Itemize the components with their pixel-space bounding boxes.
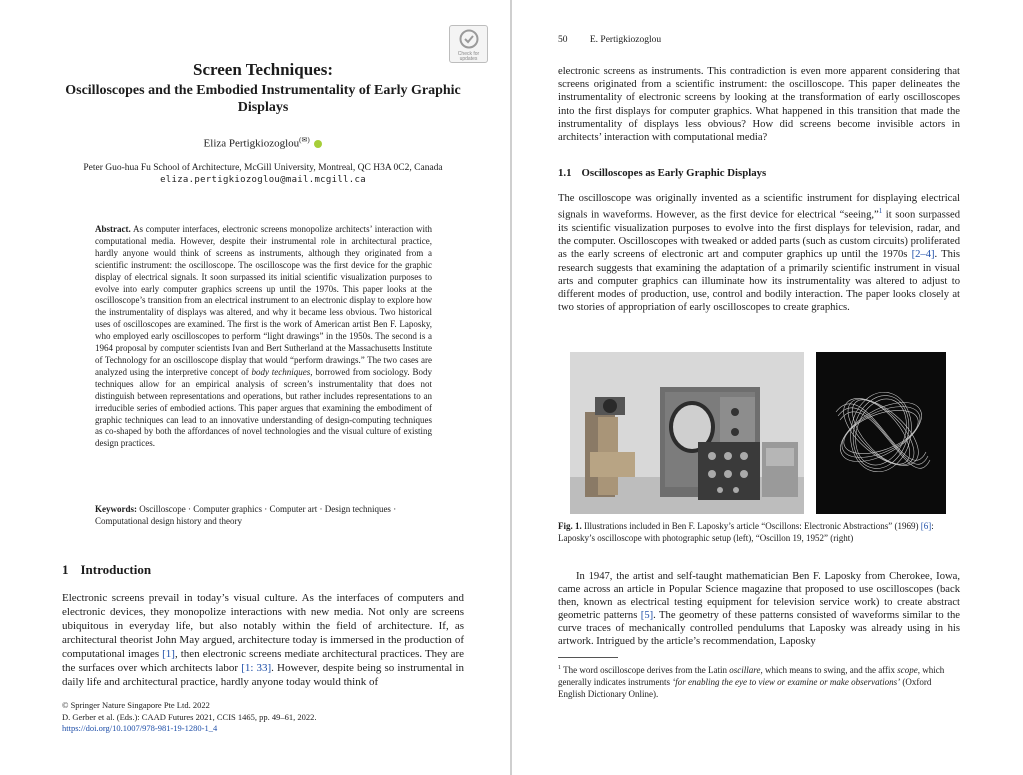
- caption-text-b: : Laposky’s oscilloscope with photographic setup (left), “Oscillon 19, 1952” (right): [558, 521, 934, 543]
- subsection-number: 1.1: [558, 167, 572, 179]
- author-line: [40, 136, 486, 150]
- keywords: [95, 503, 432, 527]
- abstract-emphasis: body techniques,: [251, 366, 313, 377]
- footnote-ref[interactable]: 1: [878, 207, 883, 216]
- intro-text-1: Electronic screens prevail in today’s visual culture. As the interfaces of computers and electronic devices, they monopolize interactions with new media. Not only are screens ubiquitous in everyday life, but also notably within the field of architecture. If, as architectural theorist John May argued, architecture today is immersed in the production of computational images: [62, 592, 464, 660]
- footnote: [558, 662, 960, 700]
- abstract-label: Abstract.: [95, 224, 131, 234]
- abstract-text: As computer interfaces, electronic screens monopolize architects’ interaction with computational media. However, despite their instrumental role in architectural practice, hardly anyone would think of screens as instruments, although they originated from a scientific instrument: the oscilloscope. The oscilloscope was the first device for the graphic display of electrical signals. It soon surpassed its initial scientific visualization purposes to evolve into early computer graphics screens up until the 1970s. This paper looks at the oscilloscope’s transition from an electrical instrument to an electronic display to explore how the instrumentality of displays was altered, and why it became less obvious. Two historical uses of oscilloscopes are examined. The first is the work of American artist Ben F. Laposky, who employed early oscilloscopes to perform “light drawings” in the 1950s. The second is a 1964 proposal by computer scientists Ivan and Bert Sutherland at the Massachusetts Institute of Technology for an oscilloscope display that would “perform drawings.” The two cases are analyzed using the interpretive concept of: [95, 224, 432, 377]
- citation-link[interactable]: [5]: [640, 610, 654, 622]
- orcid-icon[interactable]: [314, 140, 322, 148]
- footnote-text-d: (Oxford English Dictionary Online).: [558, 677, 932, 699]
- body-paragraph: [558, 192, 960, 314]
- subsection-heading: [558, 167, 766, 179]
- caption-text-a: Illustrations included in Ben F. Laposky’s article “Oscillons: Electronic Abstractions” (1969): [584, 521, 919, 531]
- section-title: Introduction: [80, 562, 152, 577]
- abstract-text-continued: borrowed from sociology. Body techniques allow for an empirical analysis of screen’s instrumentality that does not distinguish between representations and operations, but rather includes representations to an irreducible series of embodied actions. This paper argues that examining the embodiment of graphic techniques can lead to an innovative understanding of design-computing techniques as co-shaped by both the affordances of novel technologies and the visual culture of existing design practices.: [95, 366, 433, 449]
- keywords-list: Oscilloscope · Computer graphics · Computer art · Design techniques · Computational design history and theory: [95, 504, 397, 526]
- citation-link[interactable]: [1]: [162, 648, 175, 660]
- figure-oscilloscope-photo: [570, 352, 804, 514]
- affiliation: Peter Guo-hua Fu School of Architecture, McGill University, Montreal, QC H3A 0C2, Canada: [83, 163, 443, 173]
- intro-text-2: , then electronic screens mediate architectural practices. They are the surfaces over which architects labor: [62, 648, 464, 674]
- intro-text-3: . However, despite being so instrumental in daily life and architectural practice, hardly anyone today would think of: [62, 662, 464, 688]
- para2-text-c: . This research suggests that examining the adaptation of a primarily scientific instrument in visual arts and computer graphics can illuminate how its instrumentality was altered to adjust to different modes of production, use, control and bodily interaction. The paper looks closely at two stories of appropriation of early oscilloscopes to create graphics.: [558, 249, 960, 314]
- check-badge-line2: updates: [459, 56, 478, 62]
- affiliation-block: [40, 162, 486, 186]
- oscilloscope-illustration: [570, 352, 804, 514]
- author-email[interactable]: eliza.pertigkiozoglou@mail.mcgill.ca: [160, 175, 366, 185]
- citation-line: D. Gerber et al. (Eds.): CAAD Futures 2021, CCIS 1465, pp. 49–61, 2022.: [62, 711, 317, 722]
- left-page: [0, 0, 510, 775]
- author-name: Eliza Pertigkiozoglou: [203, 137, 300, 150]
- corresponding-author-mark: (✉): [299, 136, 310, 144]
- copyright-line: © Springer Nature Singapore Pte Ltd. 2022: [62, 700, 210, 710]
- figure-caption: [558, 520, 960, 544]
- figure-oscillon: [816, 352, 946, 514]
- footnote-emphasis: scope,: [897, 665, 921, 675]
- citation-link[interactable]: [6]: [920, 521, 932, 531]
- page-number: 50: [558, 35, 568, 45]
- footnote-rule: [558, 657, 618, 658]
- footnote-text-a: The word oscilloscope derives from the Latin: [563, 665, 728, 675]
- para3-text-b: . The geometry of these patterns consisted of waveforms similar to the curve traces of mechanically controlled pendulums that Laposky was already using in his artwork. Intrigued by the article’s recommendation, Laposky: [558, 610, 960, 648]
- para2-text-a: The oscilloscope was originally invented as a scientific instrument for displaying electrical signals in waveforms. However, as the first device for electrical “seeing,”: [558, 193, 960, 221]
- footnote-text-c: which generally indicates instruments: [558, 665, 945, 687]
- body-paragraph: [558, 570, 960, 649]
- running-head: [558, 35, 661, 45]
- section-heading-introduction: [62, 562, 151, 578]
- check-for-updates-icon: [459, 29, 479, 51]
- footnote-emphasis: ‘for enabling the eye to view or examine or make observations’: [672, 677, 901, 687]
- footnote-emphasis: oscillare,: [729, 665, 763, 675]
- doi-link[interactable]: https://doi.org/10.1007/978-981-19-1280-1_4: [62, 723, 218, 733]
- citation-link[interactable]: [2–4]: [911, 249, 935, 261]
- para3-text-a: In 1947, the artist and self-taught mathematician Ben F. Laposky from Cherokee, Iowa, came across an article in Popular Science magazine that proposed to use oscilloscopes (back then, known as electrical testing equipment for television service work) to create abstract geometric patterns: [558, 571, 960, 622]
- abstract: [95, 224, 432, 450]
- subsection-title: Oscilloscopes as Early Graphic Displays: [581, 167, 767, 179]
- paper-title: Screen Techniques:: [193, 60, 333, 79]
- section-number: 1: [62, 562, 69, 577]
- publication-footer: [62, 700, 317, 735]
- running-author: E. Pertigkiozoglou: [589, 35, 662, 45]
- oscillon-illustration: [816, 352, 946, 514]
- introduction-paragraph: [62, 591, 464, 689]
- check-for-updates-badge[interactable]: [449, 25, 488, 63]
- keywords-label: Keywords:: [95, 504, 137, 514]
- footnote-text-b: which means to swing, and the affix: [764, 665, 896, 675]
- citation-link[interactable]: [1: 33]: [241, 662, 272, 674]
- footnote-number: 1: [558, 665, 561, 671]
- check-badge-line1: Check for: [457, 51, 480, 57]
- para2-text-b: it soon surpassed its scientific visualization purposes to evolve into the first displays for television, radar, and the computer. Oscilloscopes with tweaked or added parts (such as custom circuits) proliferated as the early screens of electronic art and computer graphics up until the 1970s: [558, 209, 960, 261]
- paper-subtitle: Oscilloscopes and the Embodied Instrumentality of Early Graphic Displays: [65, 83, 461, 115]
- body-paragraph: electronic screens as instruments. This contradiction is even more apparent considering that screens originated from a scientific instrument: the oscilloscope. This paper delineates the instrumentality of electronic screens by looking at the transformation of early oscilloscopes into the first displays for computer graphics. What happened in this transition that made the instrumentality of displays less obvious? How did screens become invisible actors in architects’ interaction with computational media?: [558, 66, 960, 144]
- caption-label: Fig. 1.: [558, 521, 582, 531]
